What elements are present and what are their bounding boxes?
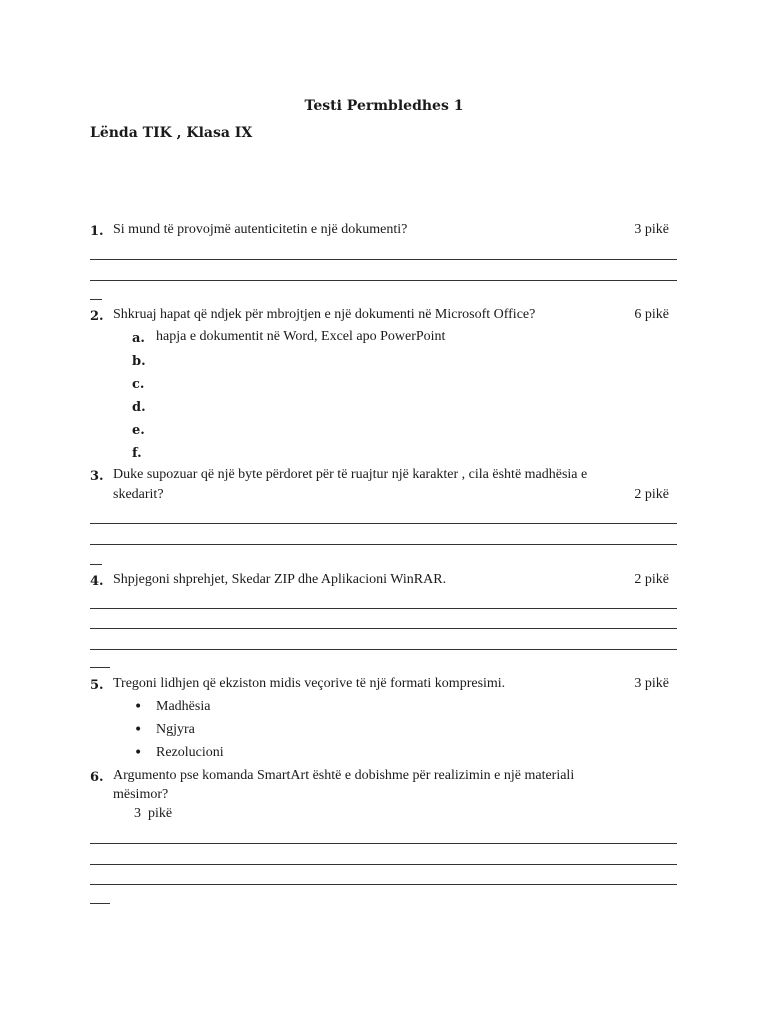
question-4-text: Shpjegoni shprehjet, Skedar ZIP dhe Aplikacioni WinRAR. — [113, 572, 447, 587]
step-letter: a. — [132, 331, 145, 346]
bullet-item: Madhësia — [156, 699, 211, 714]
answer-line-stub — [90, 299, 102, 300]
bullet-icon: • — [134, 722, 143, 738]
step-letter: d. — [132, 400, 146, 415]
question-6-text-line1: Argumento pse komanda SmartArt është e dobishme për realizimin e një materiali — [113, 768, 575, 783]
step-letter: c. — [132, 377, 145, 392]
question-1-number: 1. — [90, 224, 104, 239]
question-6-number: 6. — [90, 770, 104, 785]
answer-line-stub — [90, 667, 110, 668]
question-5-text: Tregoni lidhjen që ekziston midis veçorive të një formati kompresimi. — [113, 676, 506, 691]
question-1-text: Si mund të provojmë autenticitetin e një dokumenti? — [113, 222, 408, 237]
document-title: Testi Permbledhes 1 — [304, 98, 464, 114]
answer-line-stub — [90, 564, 102, 565]
question-2-text: Shkruaj hapat që ndjek për mbrojtjen e një dokumenti në Microsoft Office? — [113, 307, 536, 322]
question-4-number: 4. — [90, 574, 104, 589]
answer-line — [90, 523, 677, 524]
question-2-points: 6 pikë — [634, 307, 669, 322]
question-2-number: 2. — [90, 309, 104, 324]
answer-line — [90, 608, 677, 609]
answer-line — [90, 280, 677, 281]
bullet-icon: • — [134, 699, 143, 715]
answer-line — [90, 864, 677, 865]
question-6-text-line2: mësimor? — [113, 787, 169, 802]
question-5-number: 5. — [90, 678, 104, 693]
step-letter: e. — [132, 423, 145, 438]
step-letter: f. — [132, 446, 142, 461]
answer-line — [90, 843, 677, 844]
bullet-icon: • — [134, 745, 143, 761]
question-3-text-line1: Duke supozuar që një byte përdoret për të ruajtur një karakter , cila është madhësia e — [113, 467, 588, 482]
question-4-points: 2 pikë — [634, 572, 669, 587]
answer-line — [90, 259, 677, 260]
answer-line-stub — [90, 903, 110, 904]
subject-line: Lënda TIK , Klasa IX — [90, 125, 253, 141]
question-6-points: 3 pikë — [134, 806, 173, 821]
question-5-points: 3 pikë — [634, 676, 669, 691]
step-letter: b. — [132, 354, 146, 369]
question-3-text-line2: skedarit? — [113, 487, 164, 502]
answer-line — [90, 544, 677, 545]
bullet-item: Ngjyra — [156, 722, 195, 737]
question-3-points: 2 pikë — [634, 487, 669, 502]
bullet-item: Rezolucioni — [156, 745, 224, 760]
question-1-points: 3 pikë — [634, 222, 669, 237]
step-text: hapja e dokumentit në Word, Excel apo PowerPoint — [156, 329, 446, 344]
question-3-number: 3. — [90, 469, 104, 484]
answer-line — [90, 884, 677, 885]
answer-line — [90, 628, 677, 629]
answer-line — [90, 649, 677, 650]
